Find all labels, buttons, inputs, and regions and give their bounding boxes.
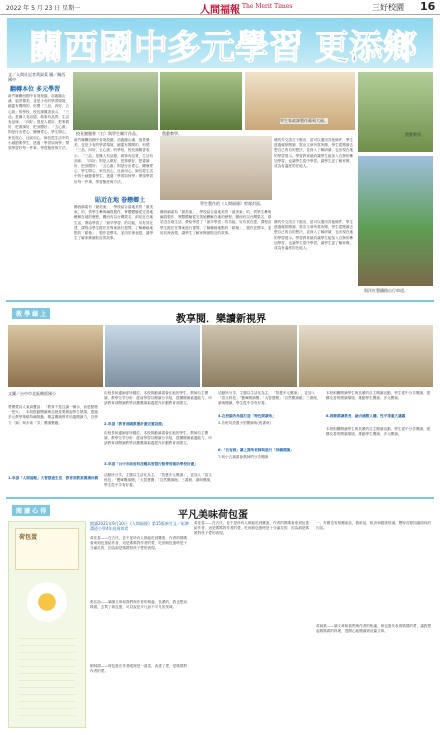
photo-caption-2: 農藝教學。 <box>162 131 182 136</box>
photo-newspaper-covers <box>160 136 272 200</box>
feature2-body-3b: 由校長和適師部所贈訂，本校推動讀書會在地的學生、教師自主閱讀，教學分享分析：經前學習以閱讀分享組，建構閱讀素養能力，申請教育部閱讀教學計劃閱讀素養提升計劃教育部國文。 <box>104 431 212 446</box>
newspaper-logo: 人間福報 <box>200 5 240 16</box>
book-illustration <box>8 521 86 728</box>
photo-caption-3: 學生家政課製作葡萄大福。 <box>280 118 328 123</box>
article-body-1c: 優的外交語言下脫出，語可以運用其他條件，學生透過報紙閱讀，寫出文章所寫所聞，學生從閱讀去想自己的自的想法，並深入了解研讀，也出現在地的學習展示。學習教育最終讓學生能加入自發的參加學習，也讓學生從中學習，讓學生更了解家鄉，成為有溫度的在地人。 <box>274 138 354 169</box>
feature3-body-4: 一，外國也有相關產品，藝術品，飲食和健康常識，豐厚各類知識面向的內容。 <box>316 521 431 531</box>
feature3-body-2: 張弘劭——讀讀文章和我們與作者的相處，長輩的，我也想這樣做，去買了荷包蛋，可以說是平凡而不平凡的美味。 <box>90 600 188 610</box>
feature3-body-1: 黃佳春——在古代，並不是所有人都能吃到雞蛋，作者的媽媽會來到包蛋給作者，這是媽媽對作者的愛，吃到荷包蛋時是十分滿足的，因為那是媽媽對孩子愛的表現。 <box>90 536 188 551</box>
photo-principal <box>73 72 158 130</box>
feature2-point-1: 1.申請「人間福報」大智慧通生活．教育部教案閱讀計劃 <box>8 476 99 480</box>
feature2-point-5: 6.「吾有師」讓上課所老師與進行「持續閱讀」 <box>218 448 294 452</box>
article-body-2b: 關西鎮素有「最美東」，學校結合當地美景「最美東」的，供學生參與編寫製作、實體體驗從完善地瞭解在地的歷程，關西有以台灣果名，兩站近在地生活，帶給學習了「最早學習」的功能，另有其在建，課程由學生擔任任專案進行提問，了解種植地點的「耕植」，製作並標本，並用於裡表徵，讓學生了解家鄉最貼近的故事。 <box>160 210 272 235</box>
subhead-1: 翻轉本位 多元學習 <box>10 86 61 93</box>
section-divider-2 <box>6 497 434 499</box>
photo-reading-2 <box>105 325 200 387</box>
photo-caption-5: 農藝教學。 <box>405 132 425 137</box>
byline: 文／人間社記者黃淑萊 圖／關西國中 <box>8 72 66 82</box>
feature2-body-6b: 活動所分享，主題以生活化為主，「智慧多元閱讀」，並加入「語文科技」「寶庫閱讀閱」「大智慧閱」「自然閱讀館」三書館，讀與閱讀，學生從中享有好書。 <box>218 391 321 406</box>
page-number: 16 <box>420 0 436 13</box>
feature3-title: 平凡美味荷包蛋 <box>178 510 248 521</box>
column-ribbon-teaching: 教 學 線 上 <box>12 308 50 319</box>
photo-farming <box>160 72 242 130</box>
article-body-1: 新竹縣關西國中肯境校園，前臨鳳山溪、風景優美，並是少有的學習環境，鋪蓋有間間的，形塑「三品、四好、五心級」的學校，校長謝鳳香表示，「三品」是擁人有品德、做事有品質、生活有品味；「四好」則是人做好、把事做好、把書讀好、把身體好；「五心級」則是付出愛心、關懷愛心、學生開心、家長放心、社區用心，師長從生活中的小細節要學生，透過「學習如何學」帶領學習好每一件事，學習態度與方法。 <box>8 94 70 151</box>
feature2-point-4: 4.在校園各角落打造「特色閱讀角」 <box>218 414 276 418</box>
feature2-body-10: 7.與小五讀書會教師們分享閱讀 <box>218 455 269 459</box>
feature-title-main: 關西國中 <box>29 28 169 68</box>
feature2-byline: 文圖／台中市北區賴厝國小 <box>8 391 56 396</box>
photo-caption-1: 校長謝鳳香（右）與學生關片作品。 <box>76 131 140 136</box>
photo-caption-6: 與洋紅製鐵路自行車道。 <box>364 288 408 293</box>
article-body-2: 關西鎮素有「最美東」，學校結合當地美景「最美東」的，供學生參與編寫製作、實體體驗從完善地瞭解在地的歷程，關西有以台灣果名，兩站近在地生活，帶給學習了「最早學習」的功能，另有其在建，課程由學生擔任任專案進行提問，了解種植地點的「耕植」，製作並標本，並用於裡表徵，讓學生了解家鄉最貼近的故事。 <box>74 205 154 241</box>
feature3-source: 閱讀2021年9月10日《人間福報》第15版新竹文／彰濟溝道小學4年級周荷希 <box>90 521 189 531</box>
photo-library <box>299 325 433 387</box>
book-title: 荷包蛋 <box>19 534 38 541</box>
photo-bike-path <box>358 156 433 286</box>
photo-reading-3 <box>202 325 297 387</box>
newspaper-logo-en: The Merit Times <box>242 3 293 10</box>
subhead-2: 貼近在地 眷戀鄉土 <box>95 197 146 204</box>
feature2-point-2: 2.申請「教育部國教署計畫完實設備」 <box>104 422 166 426</box>
photo-caption-4: 學生製作的《人間福報》剪報封面。 <box>200 201 264 206</box>
egg-icon <box>27 582 67 622</box>
feature2-body-3: 由校長和適師部所贈訂，本校推動讀書會在地的學生、教師自主閱讀，教學分享分析：經前學習以閱讀分享組，建構閱讀素養能力，申請教育部閱讀教學計劃閱讀素養提升計劃教育部國文。 <box>104 391 212 406</box>
feature2-body-12: 本校相關閱讀學生與長輩的自主閱讀活動，學生從中分享閱讀，建構友善的閱讀環境，推動學生閱讀、多元閱讀。 <box>326 391 431 401</box>
issue-date: 2022 年 5 月 23 日 星期一 <box>6 5 81 12</box>
page-header <box>0 0 440 15</box>
notebook-lines <box>19 632 75 720</box>
feature2-body-8: 5.各班均設置小型閱讀角(班書角) <box>218 421 271 425</box>
feature3-body-5: 黃錡燕——讀文章和我們與作者的相處，荷包蛋代表著媽媽的愛，讓我想起媽媽做的料理，很開心能閱讀到這篇文章。 <box>316 624 431 634</box>
feature3-body-1b: 黃佳春——在古代，並不是所有人都能吃到雞蛋，作者的媽媽會來到包蛋給作者，這是媽媽對作者的愛，吃到荷包蛋時是十分滿足的，因為那是媽媽對孩子愛的表現。 <box>194 521 309 536</box>
feature2-body-1: 愛閱愛詩人東資寶說：「教育不是注滿一桶水，而是點燃一把火」，本校推動閱讀理念就是要燃起學生熱情，透過多元教學策略持續推動，精益閱讀實作培養閱讀力，自學力「讀」與未來「享」閱讀樂趣。 <box>8 405 98 425</box>
feature2-body-6: 活動所分享，主題以生活化為主，「智慧多元閱讀」，並加入「語文科技」「寶庫閱讀閱」「大智慧閱」「自然閱讀館」三書館，讀與閱讀，學生從中享有好書。 <box>104 473 214 488</box>
feature-title-banner <box>7 18 433 68</box>
article-body-3: 優的外交語言下脫出，語可以運用其他條件，學生透過報紙閱讀，寫出文章所寫所聞，學生從閱讀去想自己的自的想法，並深入了解研讀，也出現在地的學習展示。學習教育最終讓學生能加入自發的參加學習，也讓學生從中學習，讓學生更了解家鄉，成為有溫度的在地人。 <box>274 220 354 251</box>
section-divider <box>6 300 434 302</box>
feature2-title: 教享閱．樂讀新視界 <box>176 314 266 325</box>
feature3-body-3: 劉林甜——荷包蛋在作者眼裡是一道菜，表達了愛，是媽媽對作者的愛。 <box>90 664 188 674</box>
feature2-body-12b: 本校相關閱讀學生與長輩的自主閱讀活動，學生從中分享閱讀，建構友善的閱讀環境，推動學生閱讀、多元閱讀。 <box>326 427 431 437</box>
feature-title-sub: 多元學習 更添鄉 <box>167 28 417 68</box>
feature2-point-8: 8.推動閱讀教育，融合國際人權、性平等重大議題 <box>326 414 406 418</box>
section-name: 三好校園 <box>372 3 404 12</box>
photo-reading-1 <box>8 325 103 387</box>
photo-garden <box>358 72 433 152</box>
column-ribbon-reading: 閱 讀 心 得 <box>12 505 50 516</box>
feature2-point-3: 3.申請「台中市政府科技輔具智慧行動學習補助學校計畫」 <box>104 462 198 466</box>
article-body-1b: 新竹縣關西國中肯境校園，前臨鳳山溪、風景優美，並是少有的學習環境，鋪蓋有間間的，形塑「三品、四好、五心級」的學校，校長謝鳳香表示，「三品」是擁人有品德、做事有品質、生活有品味；「四好」則是人做好、把事做好、把書讀好、把身體好；「五心級」則是付出愛心、關懷愛心、學生開心、家長放心、社區用心，師長從生活中的小細節要學生，透過「學習如何學」帶領學習好每一件事，學習態度與方法。 <box>74 138 154 184</box>
